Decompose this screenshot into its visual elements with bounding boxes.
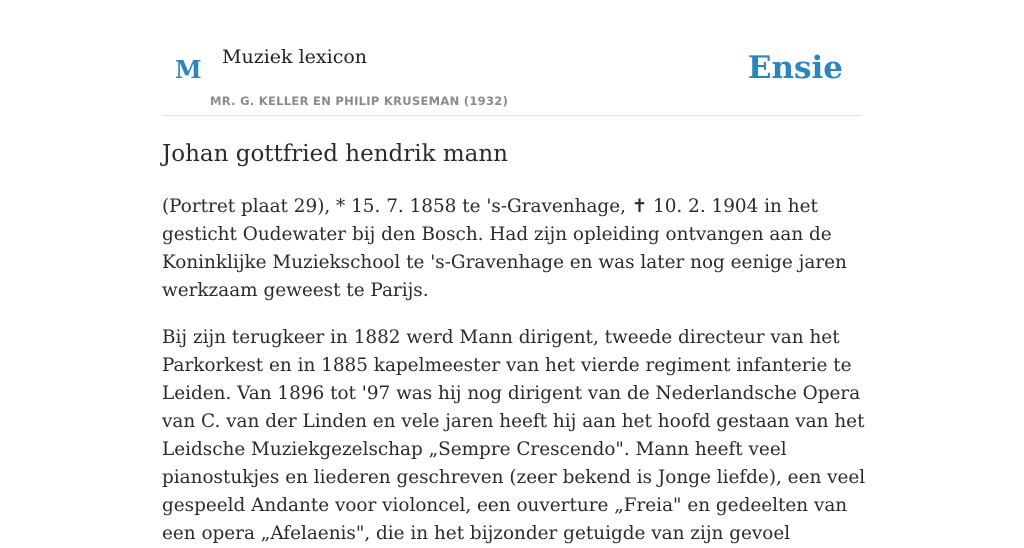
article-paragraph: (Portret plaat 29), * 15. 7. 1858 te 's-Gravenhage, ✝ 10. 2. 1904 in het gesticht Oudewater bij den Bosch. Had zijn opleiding ontvangen aan de Koninklijke Muziekschool te 's-Gravenhage en was later nog eenige jaren werkzaam geweest te Parijs. — [162, 196, 847, 301]
article — [162, 138, 866, 548]
lexicon-authors: MR. G. KELLER EN PHILIP KRUSEMAN (1932) — [210, 94, 509, 108]
site-header — [162, 0, 862, 116]
lexicon-title[interactable]: Muziek lexicon — [222, 46, 368, 68]
page-title: Johan gottfried hendrik mann — [162, 141, 508, 167]
article-paragraph: Bij zijn terugkeer in 1882 werd Mann dirigent, tweede directeur van het Parkorkest en in 1885 kapelmeester van het vierde regiment infanterie te Leiden. Van 1896 tot '97 was hij nog dirigent van de Nederlandsche Opera van C. van der Linden en vele jaren heeft hij aan het hoofd gestaan van het Leidsche Muziekgezelschap „Sempre Crescendo". Mann heeft veel pianostukjes en liederen geschreven (zeer bekend is Jonge liefde), een veel gespeeld Andante voor violoncel, een ouverture „Freia" en gedeelten van een opera „Afelaenis", die in het bijzonder getuigde van zijn gevoel — [162, 327, 866, 544]
ensie-logo-link[interactable]: Ensie — [747, 50, 843, 86]
lexicon-logo[interactable]: M — [175, 55, 202, 84]
